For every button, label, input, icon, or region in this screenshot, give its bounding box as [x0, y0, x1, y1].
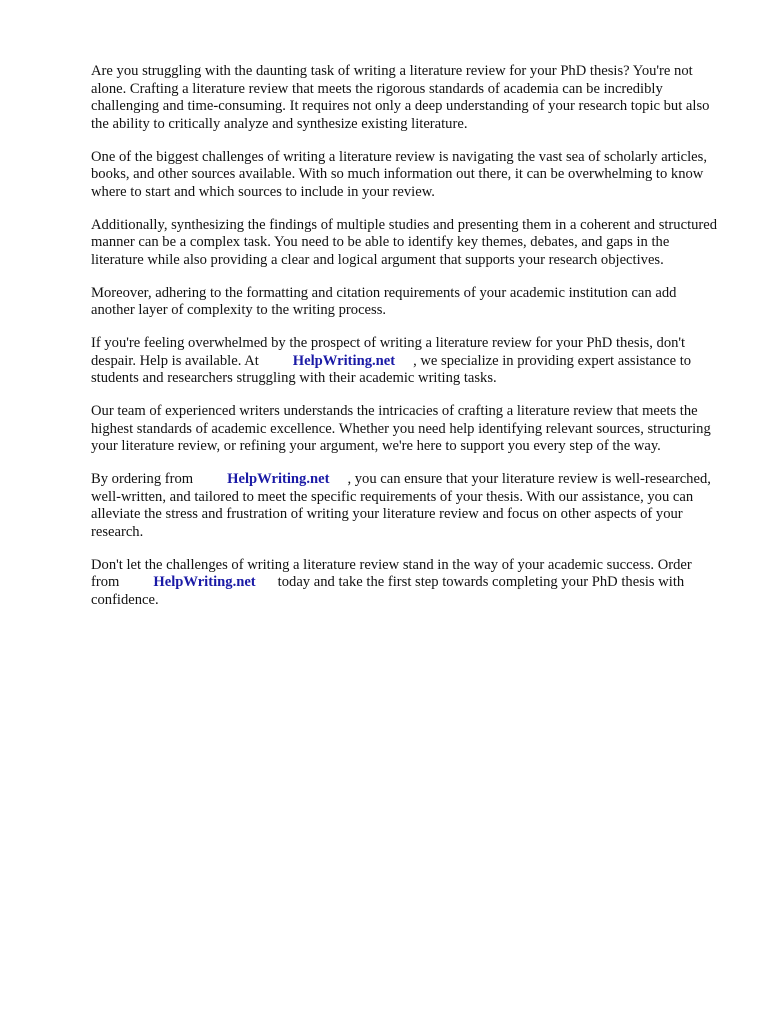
paragraph-team: Our team of experienced writers understands the intricacies of crafting a literature review that meets the highest standards of academic excellence. Whether you need help identifying relevant sources, structuring your literature review, or refining your argument, we're here to support you every step of the way. [91, 403, 711, 454]
paragraph-ordering-before: By ordering from [91, 471, 194, 487]
paragraph-challenges: One of the biggest challenges of writing a literature review is navigating the vast sea of scholarly articles, books, and other sources available. With so much information out there, it can be overwhelming to know where to start and which sources to include in your review. [91, 148, 707, 200]
helpwriting-link[interactable]: HelpWriting.net [292, 352, 396, 369]
paragraph-ordering [91, 471, 721, 541]
paragraph-help-after: , we specialize in providing expert assistance to students and researchers struggling with their academic writing tasks. [91, 352, 692, 386]
paragraph-formatting: Moreover, adhering to the formatting and citation requirements of your academic institution can add another layer of complexity to the writing process. [91, 284, 677, 318]
paragraph-help-before: If you're feeling overwhelmed by the prospect of writing a literature review for your PhD thesis, don't despair. Help is available. At [91, 335, 686, 369]
paragraph-help [91, 335, 721, 388]
paragraph-closing-before: Don't let the challenges of writing a literature review stand in the way of your academic success. Order from [91, 556, 692, 590]
paragraph-synthesis: Additionally, synthesizing the findings of multiple studies and presenting them in a coherent and structured manner can be a complex task. You need to be able to identify key themes, debates, and gaps in the literature while also providing a clear and logical argument that supports your research objectives. [91, 216, 718, 268]
paragraph-closing [91, 557, 721, 610]
helpwriting-link[interactable]: HelpWriting.net [227, 471, 330, 487]
paragraph-intro: Are you struggling with the daunting task of writing a literature review for your PhD thesis? You're not alone. Crafting a literature review that meets the rigorous standards of academia can be incredibly challenging and time-consuming. It requires not only a deep understanding of your research topic but also the ability to critically analyze and synthesize existing literature. [91, 63, 710, 132]
paragraph-ordering-after: , you can ensure that your literature review is well-researched, well-written, and tailored to meet the specific requirements of your thesis. With our assistance, you can alleviate the stress and frustration of writing your literature review and focus on other aspects of your research. [91, 471, 711, 540]
helpwriting-link[interactable]: HelpWriting.net [153, 574, 256, 590]
paragraph-closing-after: today and take the first step towards completing your PhD thesis with confidence. [91, 574, 685, 608]
document-body [91, 63, 721, 625]
